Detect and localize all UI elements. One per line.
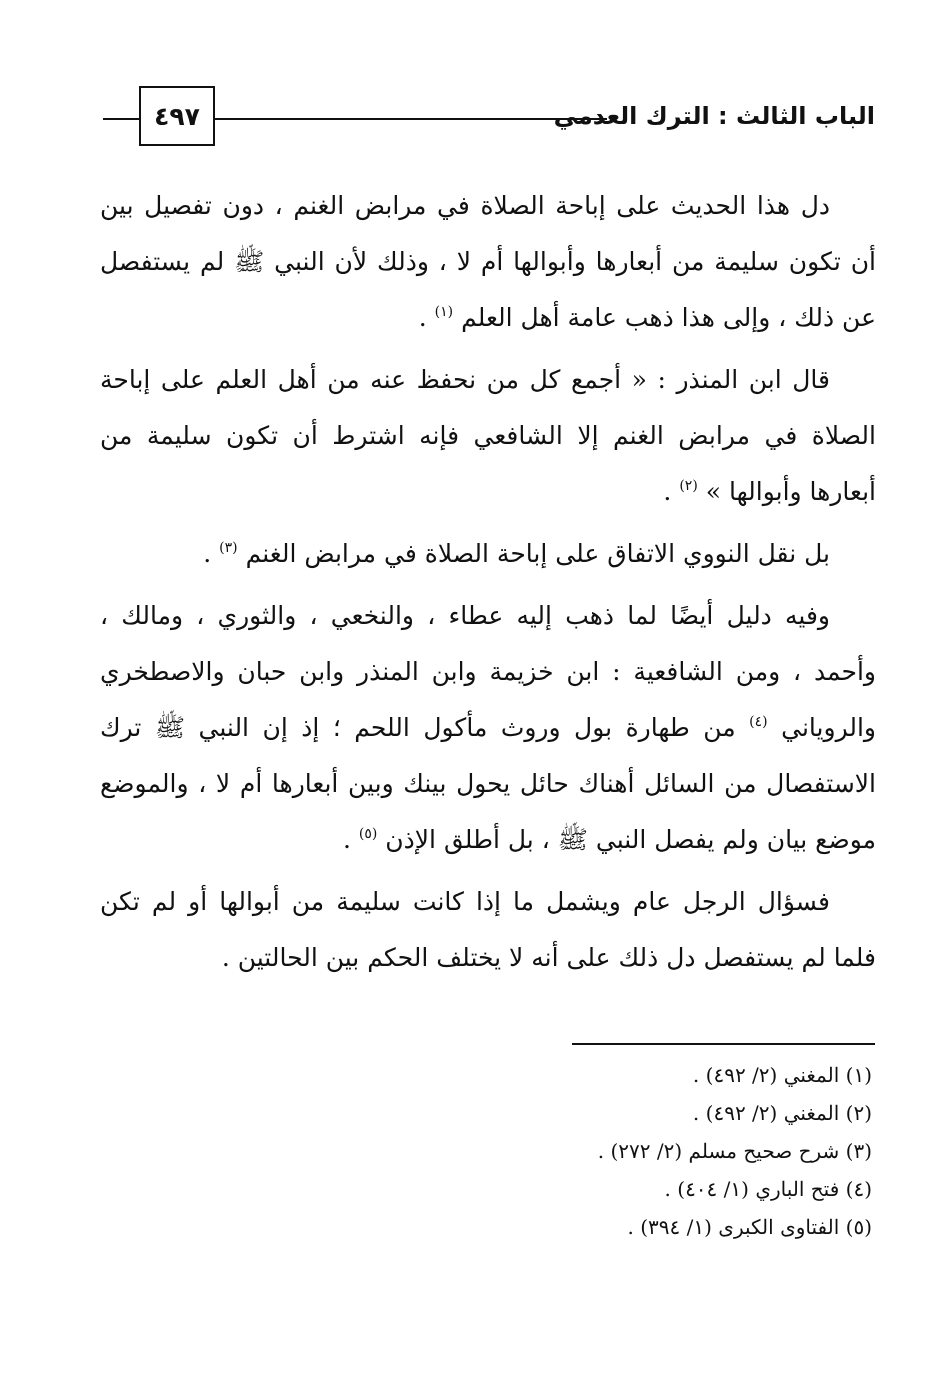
paragraph-text: وفيه دليل أيضًا لما ذهب إليه عطاء ، والنخعي ، والثوري ، ومالك ، وأحمد ، ومن الشافعية : ابن خزيمة وابن المنذر وابن حبان والاصطخري والروياني	[100, 601, 876, 742]
sentence-end: .	[418, 303, 427, 332]
sentence-end: .	[342, 825, 351, 854]
footnote-item: (٥) الفتاوى الكبرى (١/ ٣٩٤) .	[627, 1215, 872, 1239]
footnote-separator	[572, 1043, 875, 1045]
footnote-item: (١) المغني (٢/ ٤٩٢) .	[692, 1063, 872, 1087]
footnote-marker: (٢)	[679, 478, 698, 494]
paragraph-text: دل هذا الحديث على إباحة الصلاة في مرابض الغنم ، دون تفصيل بين أن تكون سليمة من أبعارها وأبوالها أم لا ، وذلك لأن النبي ﷺ لم يستفصل عن ذلك ، وإلى هذا ذهب عامة أهل العلم	[100, 191, 876, 332]
paragraph-text: بل نقل النووي الاتفاق على إباحة الصلاة في مرابض الغنم	[245, 539, 830, 568]
page-number: ٤٩٧	[154, 101, 200, 131]
main-text	[100, 178, 876, 992]
chapter-title: الباب الثالث : الترك العدمي	[553, 102, 875, 130]
paragraph	[100, 588, 876, 868]
sentence-end: .	[203, 539, 212, 568]
paragraph	[100, 352, 876, 520]
footnote-marker: (٤)	[749, 714, 768, 730]
footnote-item: (٤) فتح الباري (١/ ٤٠٤) .	[664, 1177, 872, 1201]
paragraph	[100, 526, 876, 582]
footnote-item: (٢) المغني (٢/ ٤٩٢) .	[692, 1101, 872, 1125]
footnote-item: (٣) شرح صحيح مسلم (٢/ ٢٧٢) .	[597, 1139, 872, 1163]
footnotes	[300, 1056, 872, 1246]
page-number-box	[139, 86, 215, 146]
footnote-marker: (٥)	[358, 826, 378, 842]
paragraph	[100, 178, 876, 346]
page-header	[103, 84, 875, 148]
paragraph-text: من طهارة بول وروث مأكول اللحم ؛ إذ إن النبي ﷺ ترك الاستفصال من السائل أهناك حائل يحول بينك وبين أبعارها أم لا ، والموضع موضع بيان ولم يفصل النبي ﷺ ، بل أطلق الإذن	[100, 713, 876, 854]
paragraph	[100, 874, 876, 986]
sentence-end: .	[663, 477, 672, 506]
footnote-marker: (٣)	[219, 540, 238, 556]
footnote-marker: (١)	[434, 304, 454, 320]
paragraph-text: فسؤال الرجل عام ويشمل ما إذا كانت سليمة من أبوالها أو لم تكن فلما لم يستفصل دل ذلك على أنه لا يختلف الحكم بين الحالتين .	[100, 887, 876, 972]
paragraph-text: قال ابن المنذر : « أجمع كل من نحفظ عنه من أهل العلم على إباحة الصلاة في مرابض الغنم إلا الشافعي فإنه اشترط أن تكون سليمة من أبعارها وأبوالها »	[100, 365, 876, 506]
